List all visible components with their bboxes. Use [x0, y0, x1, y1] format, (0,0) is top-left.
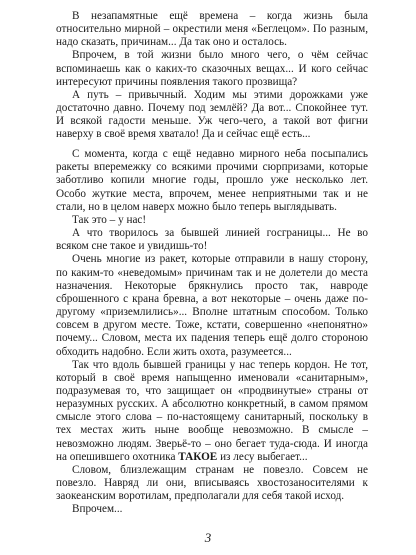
page-body	[56, 10, 368, 517]
paragraph-3: А путь – привычный. Ходим мы этими дорожками уже достаточно давно. Почему под землёй? Да вот... Спокойнее тут. И всякой гадости меньше. Уж чего-чего, а такой вот фигни наверху в своё время хватало! Да и сейчас ещё есть...	[56, 88, 368, 141]
paragraph-2: Впрочем, в той жизни было много чего, о чём сейчас вспоминаешь как о каких-то сказочных вещах... И кого сейчас интересуют причины появления такого прозвища?	[56, 49, 368, 88]
paragraph-6: А что творилось за бывшей линией госграницы... Не во всяком сне такое и увидишь-то!	[56, 227, 368, 253]
paragraph-9: Словом, близлежащим странам не повезло. Совсем не повезло. Навряд ли они, вписываясь хвостозаносителями к заокеанским воротилам, предполагали для себя такой исход.	[56, 463, 368, 503]
paragraph-8	[56, 359, 368, 464]
paragraph-7: Очень многие из ракет, которые отправили в нашу сторону, по каким-то «неведомым» причинам так и не долетели до места назначения. Некоторые брякнулись просто так, навроде сброшенного с крана бревна, а вот некоторые – очень даже по-другому «приземлились»... Вполне штатным способом. Только совсем в другом месте. Тоже, кстати, совершенно «непонятно» почему... Словом, места их падения теперь ещё долго стороною обходить надобно. Если жить охота, разумеется...	[56, 253, 368, 358]
paragraph-10: Впрочем...	[72, 503, 123, 516]
section-gap	[56, 142, 368, 149]
paragraph-4: С момента, когда с ещё недавно мирного неба посыпались ракеты вперемежку со всякими прочими сюрпризами, которые заботливо копили многие годы, прошло уже несколько лет. Особо жуткие места, впрочем, менее неприятными так и не стали, но в целом наверх можно было теперь выглядывать.	[56, 148, 368, 213]
paragraph-8-start: Так что вдоль бывшей границы у нас теперь кордон. Не тот, который в своё время напыщенно именовали «санитарным», подразумевая то, что защищает он «продвинутые» страны от неразумных русских. А абсолютно конкретный, в самом прямом смысле этого слова – по-настоящему санитарный, поскольку в тех местах жить ныне вообще невозможно. В смысле – невозможно людям. Зверьё-то – оно бегает туда-сюда. И иногда на опешившего охотника	[56, 358, 368, 463]
paragraph-1: В незапамятные ещё времена – когда жизнь была относительно мирной – окрестили меня «Беглецом». По разным, надо сказать, причинам... Да так оно и осталось.	[56, 10, 368, 49]
paragraph-5: Так это – у нас!	[72, 213, 147, 226]
emphasis-word: ТАКОЕ	[178, 450, 218, 463]
page-number: 3	[204, 530, 212, 545]
paragraph-8-end: из лесу выбегает...	[217, 450, 308, 463]
